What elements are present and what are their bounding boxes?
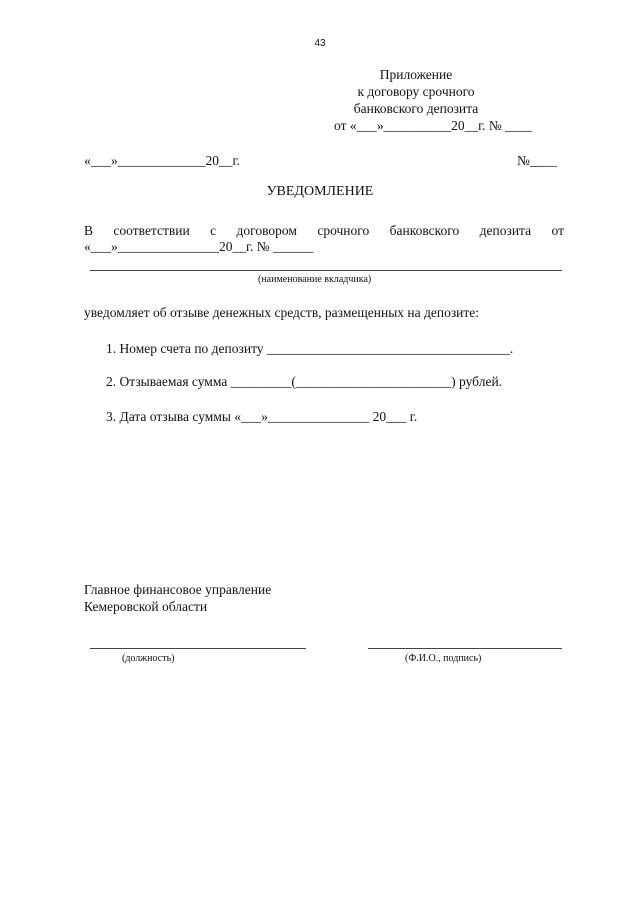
document-date: «___»_____________20__г. <box>84 153 240 168</box>
organization-line-2: Кемеровской области <box>84 599 208 614</box>
annex-line-4: от «___»__________20__г. № ____ <box>334 118 533 133</box>
depositor-caption: (наименование вкладчика) <box>258 274 372 285</box>
position-signature-line <box>90 648 306 649</box>
name-signature-line <box>368 648 562 649</box>
annex-line-2: к договору срочного <box>357 84 475 99</box>
depositor-name-line <box>90 270 562 271</box>
intro-line-1: В соответствии с договором срочного банковского депозита от <box>84 223 564 238</box>
intro-line-2: «___»_______________20__г. № ______ <box>84 239 314 254</box>
annex-line-3: банковского депозита <box>353 101 479 116</box>
document-title: УВЕДОМЛЕНИЕ <box>266 184 374 199</box>
page-number: 43 <box>314 38 326 49</box>
annex-line-1: Приложение <box>379 67 453 82</box>
list-item-account: 1. Номер счета по депозиту ____________________________________. <box>106 341 514 356</box>
notice-text: уведомляет об отзыве денежных средств, размещенных на депозите: <box>84 305 480 320</box>
organization-line-1: Главное финансовое управление <box>84 582 272 597</box>
list-item-date: 3. Дата отзыва суммы «___»_______________ 20___ г. <box>106 409 418 424</box>
position-caption: (должность) <box>122 653 175 664</box>
list-item-amount: 2. Отзываемая сумма _________(_______________________) рублей. <box>106 374 503 389</box>
annex-block <box>320 66 533 134</box>
name-caption: (Ф.И.О., подпись) <box>405 653 482 664</box>
document-number: №____ <box>517 153 557 168</box>
